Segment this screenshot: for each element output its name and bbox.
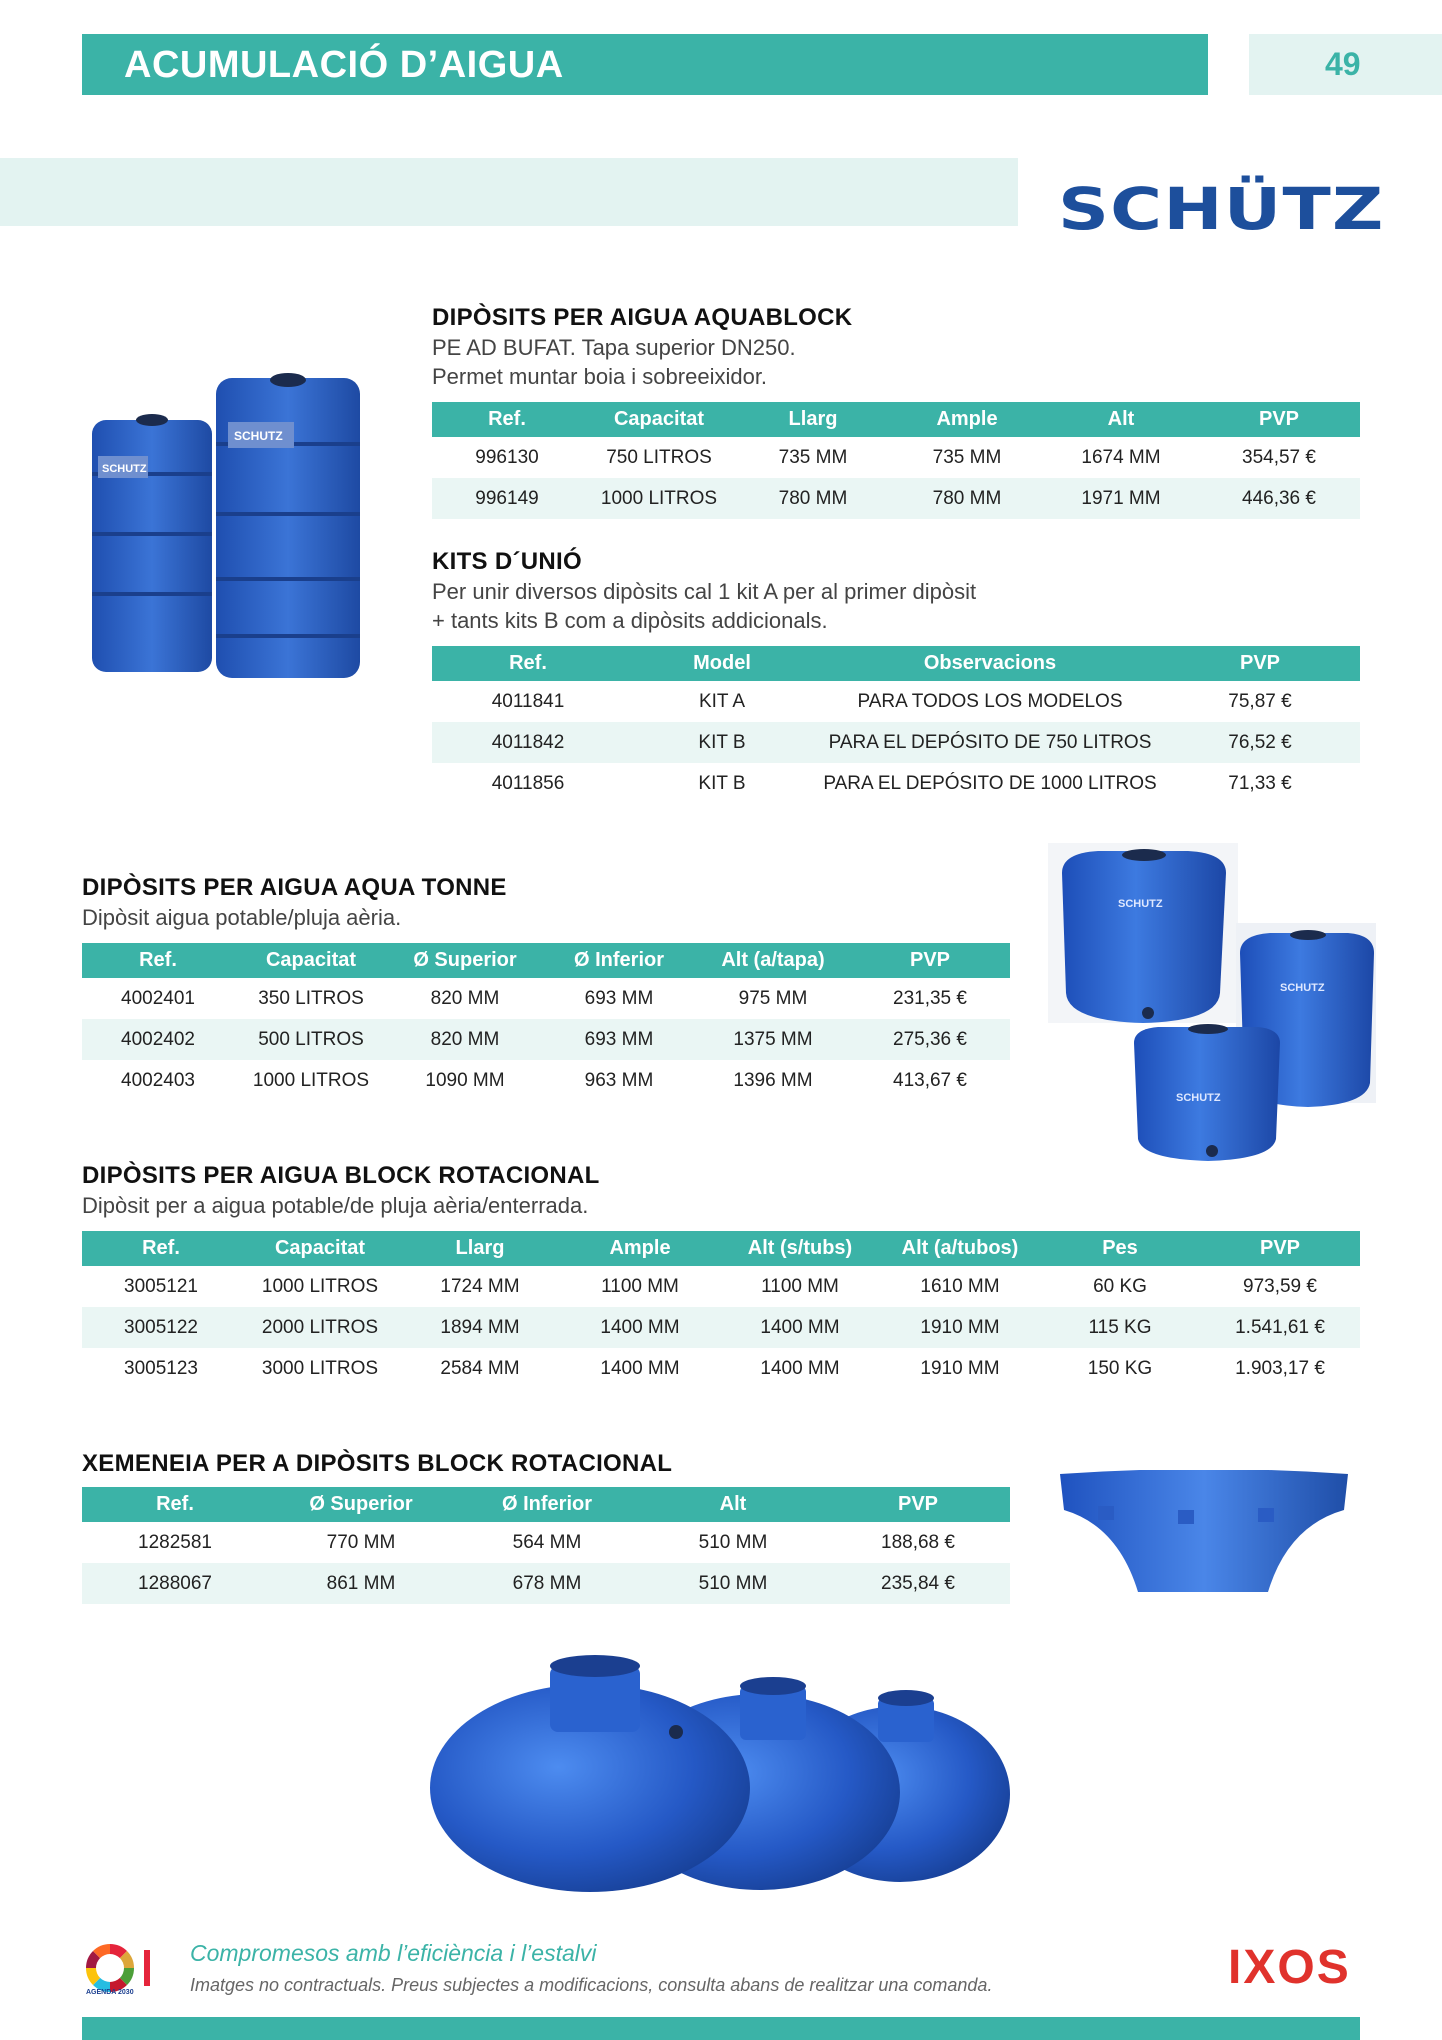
col-observacions: Observacions [820, 646, 1160, 681]
cell-capacitat: 750 LITROS [606, 446, 712, 468]
col-pvp: PVP [826, 1487, 1010, 1522]
cell-capacitat: 1000 LITROS [252, 1069, 370, 1091]
cell-alt: 510 MM [698, 1531, 768, 1553]
cell-alt-s-tubs: 1400 MM [760, 1357, 840, 1379]
table-row [82, 1522, 1010, 1563]
aquablock-desc-2: Permet muntar boia i sobreeixidor. [432, 364, 768, 389]
rotacional-title: DIPÒSITS PER AIGUA BLOCK ROTACIONAL [82, 1162, 600, 1189]
col-alt-s-tubs: Alt (s/tubs) [720, 1231, 880, 1266]
cell-inferior: 564 MM [512, 1531, 582, 1553]
page-number: 49 [1325, 46, 1361, 82]
cell-ref: 4002402 [82, 1019, 234, 1060]
cell-pvp: 1.903,17 € [1235, 1357, 1325, 1379]
cell-inferior: 678 MM [454, 1563, 640, 1604]
cell-alt-a-tubos: 1610 MM [920, 1275, 1000, 1297]
table-row [82, 978, 1010, 1019]
table-row [82, 1266, 1360, 1307]
cell-alt-a-tubos: 1910 MM [920, 1357, 1000, 1379]
table-row [82, 1019, 1010, 1060]
cell-model: KIT A [698, 690, 746, 712]
table-row [432, 681, 1360, 722]
col-alt: Alt [640, 1487, 826, 1522]
table-row [432, 437, 1360, 478]
col-model: Model [624, 646, 820, 681]
rotacional-section [82, 1161, 600, 1220]
cell-capacitat: 1000 LITROS [582, 478, 736, 519]
agenda-label: AGENDA 2030 [86, 1989, 134, 1996]
footer-bar [82, 2017, 1360, 2040]
cell-alt-tapa: 1396 MM [733, 1069, 813, 1091]
col-superior: Ø Superior [268, 1487, 454, 1522]
cell-pvp: 446,36 € [1198, 478, 1360, 519]
cell-ample: 735 MM [932, 446, 1002, 468]
aquablock-section [432, 303, 852, 391]
cell-pvp: 973,59 € [1243, 1275, 1317, 1297]
aqua-tonne-tanks-image [1048, 843, 1378, 1163]
table-row [432, 722, 1360, 763]
aqua-tonne-tank-label-1: SCHUTZ [1118, 898, 1163, 910]
cell-superior: 770 MM [326, 1531, 396, 1553]
cell-pvp: 76,52 € [1160, 722, 1360, 763]
col-llarg: Llarg [400, 1231, 560, 1266]
cell-capacitat: 350 LITROS [258, 987, 364, 1009]
col-ref: Ref. [82, 1231, 240, 1266]
col-alt: Alt [1044, 402, 1198, 437]
col-ref: Ref. [432, 646, 624, 681]
header-bar [82, 34, 1208, 95]
cell-inferior: 693 MM [584, 987, 654, 1009]
cell-alt: 510 MM [640, 1563, 826, 1604]
cell-ref: 4011856 [491, 772, 565, 794]
kits-section [432, 547, 976, 635]
cell-pvp: 413,67 € [893, 1069, 967, 1091]
cell-ref: 1282581 [138, 1531, 212, 1553]
col-capacitat: Capacitat [582, 402, 736, 437]
col-ample: Ample [560, 1231, 720, 1266]
table-row [432, 763, 1360, 804]
cell-ref: 4011841 [491, 690, 565, 712]
cell-ample: 1100 MM [601, 1275, 679, 1297]
kits-desc-1: Per unir diversos dipòsits cal 1 kit A per al primer dipòsit [432, 579, 977, 604]
col-pes: Pes [1040, 1231, 1200, 1266]
xemeneia-section [82, 1449, 672, 1479]
table-row [82, 1348, 1360, 1389]
xemeneia-title: XEMENEIA PER A DIPÒSITS BLOCK ROTACIONAL [82, 1450, 673, 1477]
cell-pes: 150 KG [1087, 1357, 1153, 1379]
agenda-2030-logo [80, 1942, 162, 1998]
cell-pes: 60 KG [1093, 1275, 1147, 1297]
col-inferior: Ø Inferior [542, 943, 696, 978]
table-row [82, 1307, 1360, 1348]
aqua-tonne-table [82, 943, 1010, 1101]
aqua-tonne-desc: Dipòsit aigua potable/pluja aèria. [82, 905, 402, 930]
page-number-box [1249, 34, 1442, 95]
col-pvp: PVP [1160, 646, 1360, 681]
cell-pvp: 75,87 € [1228, 690, 1292, 712]
cell-llarg: 2584 MM [440, 1357, 520, 1379]
aqua-tonne-section [82, 873, 507, 932]
footer-tagline: Compromesos amb l’eficiència i l’estalvi [190, 1940, 597, 1966]
cell-ample: 1400 MM [600, 1357, 680, 1379]
col-capacitat: Capacitat [234, 943, 388, 978]
aquablock-table [432, 402, 1360, 519]
brand-band [0, 158, 1018, 226]
aqua-tonne-tank-label-3: SCHUTZ [1176, 1092, 1221, 1104]
cell-alt-tapa: 975 MM [738, 987, 808, 1009]
cell-inferior: 693 MM [542, 1019, 696, 1060]
cell-llarg: 1724 MM [440, 1275, 520, 1297]
col-inferior: Ø Inferior [454, 1487, 640, 1522]
col-pvp: PVP [1198, 402, 1360, 437]
cell-capacitat: 1000 LITROS [261, 1275, 379, 1297]
cell-ref: 3005122 [82, 1307, 240, 1348]
table-header-row [82, 943, 1010, 978]
cell-pvp: 1.541,61 € [1200, 1307, 1360, 1348]
cell-superior: 1090 MM [425, 1069, 505, 1091]
aqua-tonne-title: DIPÒSITS PER AIGUA AQUA TONNE [82, 874, 507, 901]
table-header-row [432, 646, 1360, 681]
cell-pvp: 235,84 € [826, 1563, 1010, 1604]
aquablock-title: DIPÒSITS PER AIGUA AQUABLOCK [432, 304, 853, 331]
cell-pvp: 71,33 € [1228, 772, 1292, 794]
col-llarg: Llarg [736, 402, 890, 437]
cell-alt: 1971 MM [1044, 478, 1198, 519]
col-alt-a-tubos: Alt (a/tubos) [880, 1231, 1040, 1266]
cell-ample: 1400 MM [560, 1307, 720, 1348]
col-alt-tapa: Alt (a/tapa) [696, 943, 850, 978]
cell-capacitat: 3000 LITROS [261, 1357, 379, 1379]
rotacional-table [82, 1231, 1360, 1389]
cell-ref: 4011842 [432, 722, 624, 763]
cell-alt-s-tubs: 1100 MM [761, 1275, 839, 1297]
cell-ref: 4002401 [121, 987, 195, 1009]
schutz-logo: SCHÜTZ [1058, 175, 1385, 243]
kits-table [432, 646, 1360, 804]
col-capacitat: Capacitat [240, 1231, 400, 1266]
col-superior: Ø Superior [388, 943, 542, 978]
cell-ref: 4002403 [121, 1069, 195, 1091]
aquablock-tank-label-left: SCHUTZ [102, 463, 147, 475]
table-header-row [82, 1231, 1360, 1266]
page-title: ACUMULACIÓ D’AIGUA [124, 44, 564, 86]
table-header-row [82, 1487, 1010, 1522]
cell-alt-tapa: 1375 MM [696, 1019, 850, 1060]
aquablock-tank-label-right: SCHUTZ [234, 429, 283, 443]
cell-ref: 996149 [432, 478, 582, 519]
xemeneia-table [82, 1487, 1010, 1604]
cell-llarg: 1894 MM [400, 1307, 560, 1348]
cell-capacitat: 2000 LITROS [240, 1307, 400, 1348]
cell-model: KIT B [624, 722, 820, 763]
cell-superior: 820 MM [388, 1019, 542, 1060]
col-ref: Ref. [432, 402, 582, 437]
footer-disclaimer: Imatges no contractuals. Preus subjectes a modificacions, consulta abans de realitzar una comanda. [190, 1975, 993, 1995]
cell-ref: 1288067 [82, 1563, 268, 1604]
cell-pvp: 188,68 € [881, 1531, 955, 1553]
cell-pvp: 354,57 € [1242, 446, 1316, 468]
col-pvp: PVP [850, 943, 1010, 978]
table-row [82, 1060, 1010, 1101]
table-header-row [432, 402, 1360, 437]
cell-capacitat: 500 LITROS [234, 1019, 388, 1060]
cell-pes: 115 KG [1040, 1307, 1200, 1348]
cell-inferior: 963 MM [584, 1069, 654, 1091]
cell-observacions: PARA EL DEPÓSITO DE 750 LITROS [820, 722, 1160, 763]
xemeneia-image [1058, 1470, 1350, 1592]
cell-ref: 996130 [475, 446, 539, 468]
table-row [82, 1563, 1010, 1604]
ixos-logo: IXOS [1228, 1941, 1351, 1994]
cell-llarg: 735 MM [778, 446, 848, 468]
col-ref: Ref. [82, 1487, 268, 1522]
table-row [432, 478, 1360, 519]
col-pvp: PVP [1200, 1231, 1360, 1266]
aqua-tonne-tank-label-2: SCHUTZ [1280, 982, 1325, 994]
aquablock-tanks-image [88, 372, 378, 684]
cell-llarg: 780 MM [736, 478, 890, 519]
cell-pvp: 231,35 € [893, 987, 967, 1009]
cell-ref: 3005123 [124, 1357, 198, 1379]
col-ref: Ref. [82, 943, 234, 978]
col-ample: Ample [890, 402, 1044, 437]
cell-observacions: PARA EL DEPÓSITO DE 1000 LITROS [823, 772, 1157, 794]
cell-observacions: PARA TODOS LOS MODELOS [857, 690, 1123, 712]
cell-alt-a-tubos: 1910 MM [880, 1307, 1040, 1348]
cell-ref: 3005121 [124, 1275, 198, 1297]
kits-title: KITS D´UNIÓ [432, 548, 582, 575]
cell-model: KIT B [698, 772, 746, 794]
cell-superior: 861 MM [268, 1563, 454, 1604]
cell-alt: 1674 MM [1081, 446, 1161, 468]
underground-tanks-image [430, 1646, 1016, 1900]
rotacional-desc: Dipòsit per a aigua potable/de pluja aèria/enterrada. [82, 1193, 589, 1218]
aquablock-desc-1: PE AD BUFAT. Tapa superior DN250. [432, 335, 796, 360]
kits-desc-2: + tants kits B com a dipòsits addicionals. [432, 608, 828, 633]
cell-superior: 820 MM [430, 987, 500, 1009]
cell-alt-s-tubs: 1400 MM [720, 1307, 880, 1348]
cell-ample: 780 MM [890, 478, 1044, 519]
cell-pvp: 275,36 € [850, 1019, 1010, 1060]
